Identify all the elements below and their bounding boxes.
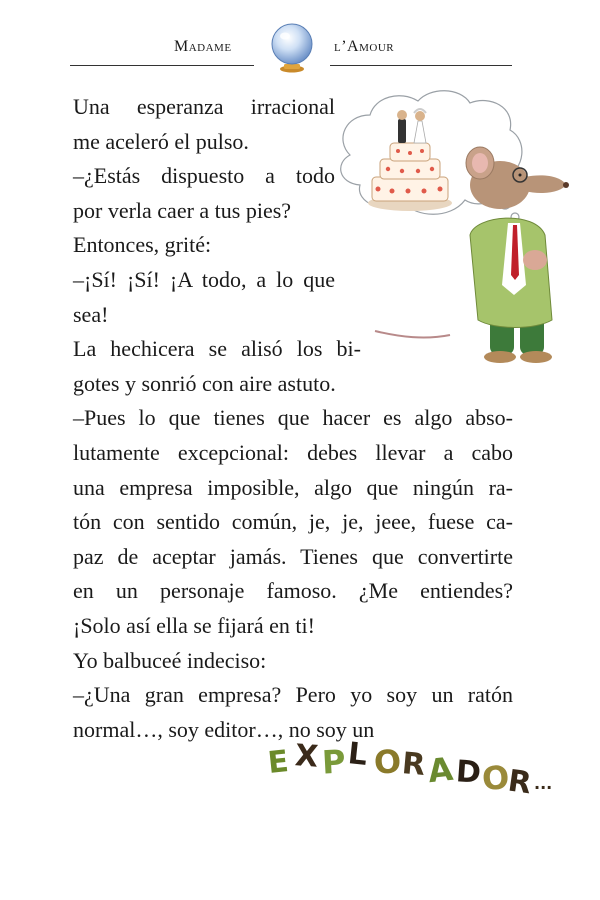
word-art-letter: L: [346, 736, 369, 773]
text-line: –Pues lo que tienes que hacer es algo abso-: [73, 405, 513, 431]
header-rule-left: [70, 65, 254, 66]
text-line: Entonces, grité:: [73, 232, 212, 258]
text-line: sea!: [73, 301, 109, 327]
text-line: en un personaje famoso. ¿Me entiendes?: [73, 578, 513, 604]
running-header: [70, 20, 512, 80]
text-line: tón con sentido común, je, je, jeee, fuese ca-: [73, 509, 513, 535]
word-art-letter: E: [266, 744, 291, 781]
header-title-left: Madame: [174, 38, 232, 55]
text-line: me aceleró el pulso.: [73, 128, 249, 154]
text-line: normal…, soy editor…, no soy un: [73, 716, 375, 742]
word-art-letter: R: [400, 746, 427, 783]
header-title-right: l’Amour: [334, 38, 395, 55]
text-line: por verla caer a tus pies?: [73, 197, 292, 223]
explorador-word-art: [266, 736, 558, 810]
text-line: gotes y sonrió con aire astuto.: [73, 370, 336, 396]
word-art-letter: P: [321, 742, 347, 782]
word-art-letter: D: [454, 754, 483, 791]
text-line: ¡Solo así ella se fijará en ti!: [73, 612, 315, 638]
text-line: –¿Una gran empresa? Pero yo soy un ratón: [73, 682, 513, 708]
text-line: Una esperanza irracional: [73, 94, 335, 119]
word-art-letter: O: [372, 742, 403, 782]
word-art-letter: R: [505, 763, 534, 802]
text-line: paz de aceptar jamás. Tienes que convertirte: [73, 543, 513, 569]
crystal-ball-icon: [266, 20, 318, 74]
text-line: –¡Sí! ¡Sí! ¡A todo, a lo que: [73, 266, 335, 292]
text-line: –¿Estás dispuesto a todo: [73, 163, 335, 189]
text-line: Yo balbuceé indeciso:: [73, 647, 267, 673]
text-line: una empresa imposible, algo que ningún ra-: [73, 474, 513, 500]
word-art-letter: X: [293, 738, 320, 775]
word-art-letter: A: [426, 749, 455, 791]
header-rule-right: [330, 65, 512, 66]
word-art-trail: ...: [534, 774, 553, 793]
word-art-letter: O: [481, 758, 511, 798]
text-line: lutamente excepcional: debes llevar a cabo: [73, 439, 513, 465]
page-body-text: [73, 90, 513, 747]
text-line: La hechicera se alisó los bi-: [73, 336, 361, 362]
